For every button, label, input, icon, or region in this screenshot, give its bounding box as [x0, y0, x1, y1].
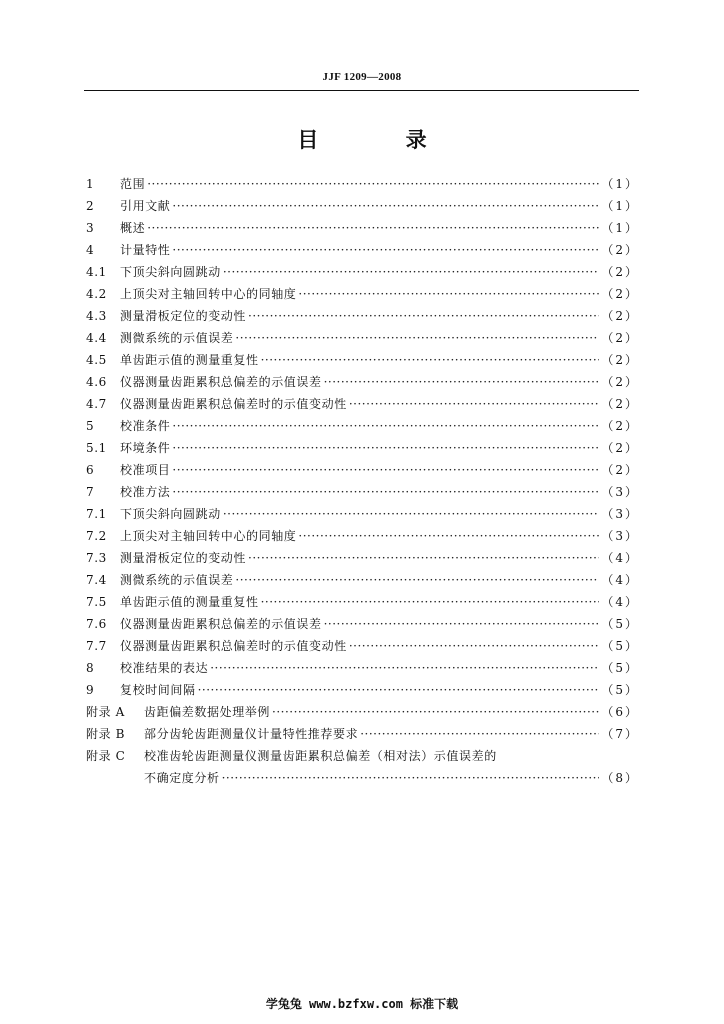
toc-entry[interactable] [86, 373, 639, 395]
toc-entry-page: （5） [601, 661, 639, 675]
toc-entry[interactable] [86, 417, 639, 439]
toc-leader-dots [235, 331, 599, 345]
toc-entry[interactable] [86, 241, 639, 263]
toc-entry-page: （1） [601, 221, 639, 235]
toc-entry-page: （2） [601, 419, 639, 433]
toc-entry-number: 7.4 [86, 573, 107, 587]
toc-leader-dots [261, 353, 600, 367]
toc-leader-dots [272, 705, 599, 719]
toc-entry-number: 7.3 [86, 551, 107, 565]
toc-entry-number: 7.2 [86, 529, 107, 543]
toc-leader-dots [210, 661, 599, 675]
toc-entry[interactable] [86, 263, 639, 285]
footer-watermark: 学兔兔 www.bzfxw.com 标准下载 [265, 997, 459, 1011]
toc-entry-page: （3） [601, 529, 639, 543]
toc-leader-dots [248, 309, 599, 323]
toc-entry-number: 7.7 [86, 639, 107, 653]
toc-entry-label: 上顶尖对主轴回转中心的同轴度 [120, 529, 297, 543]
toc-entry-number: 1 [86, 177, 95, 191]
toc-leader-dots [172, 485, 599, 499]
toc-leader-dots [147, 221, 599, 235]
toc-leader-dots [360, 727, 599, 741]
toc-entry-number: 附录 B [86, 727, 126, 741]
toc-entry-page: （5） [601, 683, 639, 697]
toc-entry-label: 校准方法 [120, 485, 171, 499]
toc-entry-number: 4 [86, 243, 95, 257]
toc-leader-dots [198, 683, 600, 697]
toc-entry-number: 3 [86, 221, 95, 235]
toc-entry[interactable] [86, 549, 639, 571]
toc-entry[interactable] [86, 285, 639, 307]
toc-entry-number: 4.4 [86, 331, 107, 345]
toc-entry-label: 单齿距示值的测量重复性 [120, 595, 259, 609]
toc-entry-label: 齿距偏差数据处理举例 [144, 705, 271, 719]
toc-entry-page: （4） [601, 551, 639, 565]
toc-entry[interactable] [86, 307, 639, 329]
toc-leader-dots [298, 287, 599, 301]
toc-entry-label: 测量滑板定位的变动性 [120, 309, 247, 323]
toc-entry-label: 概述 [120, 221, 146, 235]
toc-entry-page: （3） [601, 507, 639, 521]
toc-entry-page: （2） [601, 441, 639, 455]
toc-entry-label: 校准齿轮齿距测量仪测量齿距累积总偏差（相对法）示值误差的 [144, 749, 497, 763]
toc-entry-page: （5） [601, 639, 639, 653]
toc-entry-page: （2） [601, 331, 639, 345]
toc-leader-dots [223, 265, 600, 279]
toc-entry-label: 单齿距示值的测量重复性 [120, 353, 259, 367]
toc-entry[interactable] [86, 439, 639, 461]
toc-entry-page: （2） [601, 375, 639, 389]
toc-entry-number: 7.5 [86, 595, 107, 609]
toc-entry[interactable] [86, 483, 639, 505]
toc-entry[interactable] [86, 461, 639, 483]
toc-leader-dots [349, 397, 600, 411]
toc-leader-dots [349, 639, 600, 653]
toc-entry-number: 4.3 [86, 309, 107, 323]
toc-leader-dots [324, 617, 600, 631]
toc-entry[interactable] [86, 615, 639, 637]
toc-leader-dots [172, 199, 599, 213]
toc-leader-dots [172, 243, 599, 257]
document-code: JJF 1209—2008 [322, 71, 402, 83]
toc-entry-label: 部分齿轮齿距测量仪计量特性推荐要求 [144, 727, 359, 741]
toc-entry-label: 计量特性 [120, 243, 171, 257]
toc-leader-dots [222, 771, 600, 785]
toc-entry-label: 复校时间间隔 [120, 683, 196, 697]
toc-entry-page: （2） [601, 309, 639, 323]
toc-entry-label: 校准结果的表达 [120, 661, 209, 675]
toc-entry-page: （1） [601, 199, 639, 213]
toc-title: 目 录 [297, 127, 467, 152]
toc-leader-dots [298, 529, 599, 543]
toc-leader-dots [324, 375, 600, 389]
toc-entry-number: 5.1 [86, 441, 107, 455]
toc-leader-dots [147, 177, 599, 191]
toc-entry-label: 下顶尖斜向圆跳动 [120, 507, 221, 521]
toc-entry[interactable] [86, 219, 639, 241]
toc-entry[interactable] [86, 175, 639, 197]
toc-entry-number: 4.5 [86, 353, 107, 367]
toc-entry-page: （1） [601, 177, 639, 191]
toc-entry-number: 7 [86, 485, 95, 499]
toc-entry-number: 4.6 [86, 375, 107, 389]
toc-entry-page: （2） [601, 353, 639, 367]
toc-entry[interactable] [86, 637, 639, 659]
toc-entry-page: （2） [601, 265, 639, 279]
toc-entry[interactable] [86, 571, 639, 593]
toc-entry[interactable] [86, 505, 639, 527]
toc-entry-appendix-c[interactable] [86, 747, 639, 769]
toc-entry-number: 附录 A [86, 705, 125, 719]
toc-entry-page: （4） [601, 573, 639, 587]
header-divider [84, 90, 639, 91]
toc-entry-number: 附录 C [86, 749, 126, 763]
toc-entry[interactable] [86, 659, 639, 681]
toc-entry-label: 上顶尖对主轴回转中心的同轴度 [120, 287, 297, 301]
toc-entry-number: 4.1 [86, 265, 107, 279]
toc-entry-label: 测微系统的示值误差 [120, 573, 234, 587]
toc-entry-label: 不确定度分析 [144, 771, 220, 785]
toc-leader-dots [235, 573, 599, 587]
toc-entry-number: 4.7 [86, 397, 107, 411]
toc-entry-page: （2） [601, 287, 639, 301]
toc-leader-dots [248, 551, 599, 565]
toc-entry-number: 7.1 [86, 507, 107, 521]
toc-entry-label: 下顶尖斜向圆跳动 [120, 265, 221, 279]
toc-entry-label: 仪器测量齿距累积总偏差的示值误差 [120, 375, 322, 389]
toc-entry[interactable] [86, 329, 639, 351]
toc-entry-appendix-c-continuation[interactable] [86, 769, 639, 791]
toc-entry[interactable] [86, 197, 639, 219]
toc-entry-page: （7） [601, 727, 639, 741]
toc-entry-label: 环境条件 [120, 441, 171, 455]
toc-leader-dots [172, 419, 599, 433]
toc-entry[interactable] [86, 395, 639, 417]
toc-entry[interactable] [86, 351, 639, 373]
toc-entry-label: 测微系统的示值误差 [120, 331, 234, 345]
toc-entry-number: 4.2 [86, 287, 107, 301]
toc-entry-label: 引用文献 [120, 199, 171, 213]
toc-entry-number: 5 [86, 419, 95, 433]
toc-entry-label: 校准项目 [120, 463, 171, 477]
toc-entry-page: （5） [601, 617, 639, 631]
toc-entry-number: 9 [86, 683, 95, 697]
toc-entry-label: 校准条件 [120, 419, 171, 433]
toc-leader-dots [172, 463, 599, 477]
toc-entry-label: 仪器测量齿距累积总偏差的示值误差 [120, 617, 322, 631]
toc-entry-page: （4） [601, 595, 639, 609]
toc-entry-label: 仪器测量齿距累积总偏差时的示值变动性 [120, 397, 347, 411]
toc-entry[interactable] [86, 527, 639, 549]
table-of-contents [86, 175, 639, 791]
toc-entry-label: 测量滑板定位的变动性 [120, 551, 247, 565]
toc-leader-dots [223, 507, 600, 521]
toc-entry-page: （8） [601, 771, 639, 785]
toc-entry-page: （2） [601, 397, 639, 411]
toc-entry-appendix-b[interactable] [86, 725, 639, 747]
toc-entry-page: （3） [601, 485, 639, 499]
toc-leader-dots [172, 441, 599, 455]
toc-entry-number: 8 [86, 661, 95, 675]
toc-entry-number: 2 [86, 199, 95, 213]
toc-leader-dots [261, 595, 600, 609]
toc-entry-number: 6 [86, 463, 95, 477]
toc-entry-page: （2） [601, 463, 639, 477]
toc-entry-page: （2） [601, 243, 639, 257]
toc-entry[interactable] [86, 681, 639, 703]
toc-entry-number: 7.6 [86, 617, 107, 631]
toc-entry-page: （6） [601, 705, 639, 719]
toc-entry-appendix-a[interactable] [86, 703, 639, 725]
toc-entry-label: 仪器测量齿距累积总偏差时的示值变动性 [120, 639, 347, 653]
toc-entry[interactable] [86, 593, 639, 615]
toc-entry-label: 范围 [120, 177, 146, 191]
